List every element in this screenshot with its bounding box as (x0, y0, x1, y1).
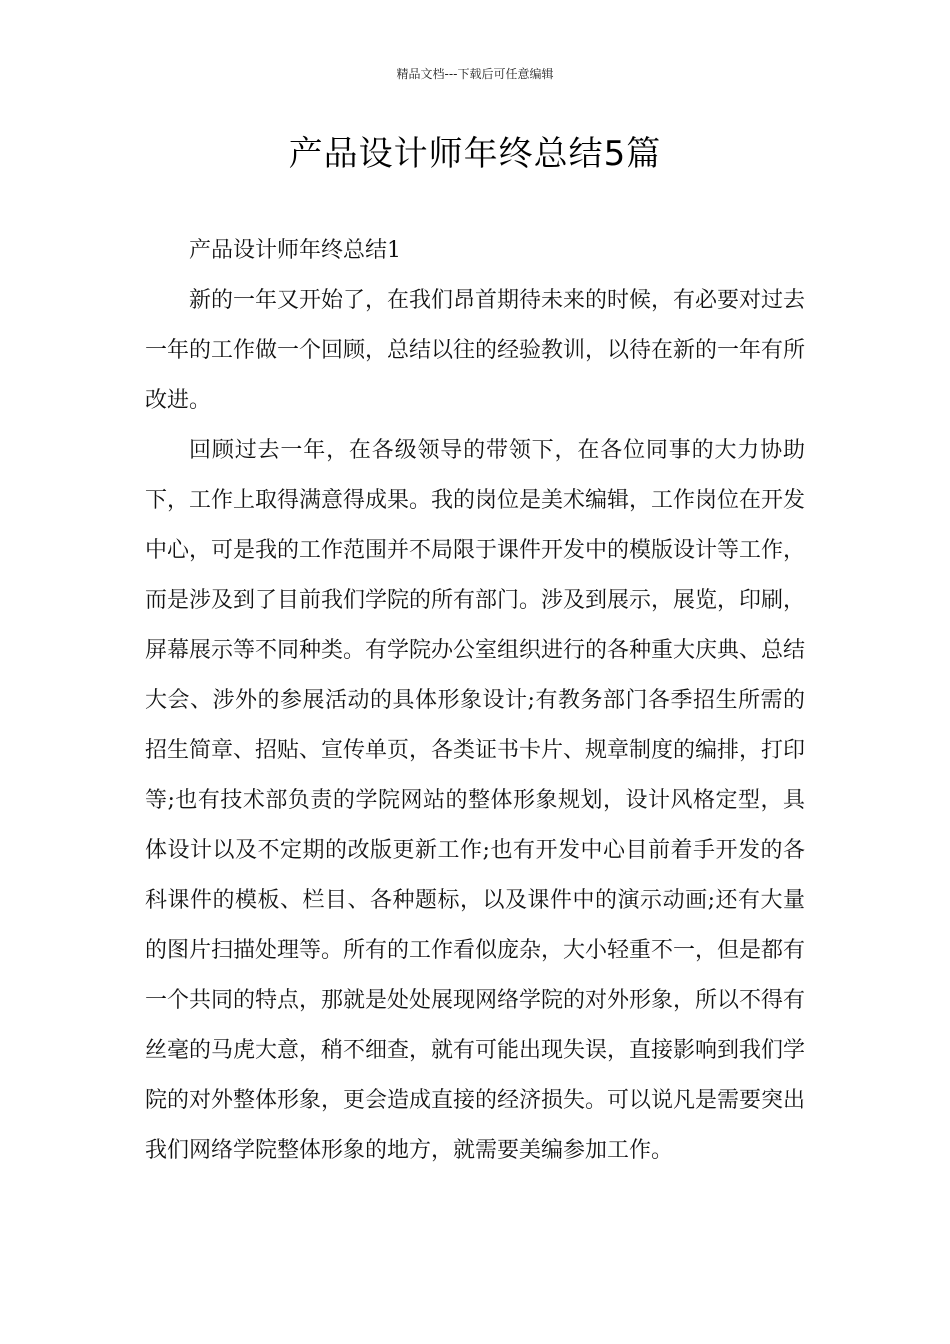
section-heading: 产品设计师年终总结1 (189, 238, 401, 263)
document-title: 产品设计师年终总结5篇 (288, 134, 662, 174)
paragraph-2: 回顾过去一年，在各级领导的带领下，在各位同事的大力协助下，工作上取得满意得成果。我的岗位是美术编辑，工作岗位在开发中心，可是我的工作范围并不局限于课件开发中的模版设计等工作，而是涉及到了目前我们学院的所有部门。涉及到展示，展览，印刷，屏幕展示等不同种类。有学院办公室组织进行的各种重大庆典、总结大会、涉外的参展活动的具体形象设计;有教务部门各季招生所需的招生简章、招贴、宣传单页，各类证书卡片、规章制度的编排，打印等;也有技术部负责的学院网站的整体形象规划，设计风格定型，具体设计以及不定期的改版更新工作;也有开发中心目前着手开发的各科课件的模板、栏目、各种题标，以及课件中的演示动画;还有大量的图片扫描处理等。所有的工作看似庞杂，大小轻重不一，但是都有一个共同的特点，那就是处处展现网络学院的对外形象，所以不得有丝毫的马虎大意，稍不细查，就有可能出现失误，直接影响到我们学院的对外整体形象，更会造成直接的经济损失。可以说凡是需要突出我们网络学院整体形象的地方，就需要美编参加工作。 (145, 438, 806, 1163)
page-header-note: 精品文档---下载后可任意编辑 (396, 67, 554, 81)
paragraph-1: 新的一年又开始了，在我们昂首期待未来的时候，有必要对过去一年的工作做一个回顾，总结以往的经验教训，以待在新的一年有所改进。 (145, 288, 806, 413)
document-body (145, 226, 805, 1176)
